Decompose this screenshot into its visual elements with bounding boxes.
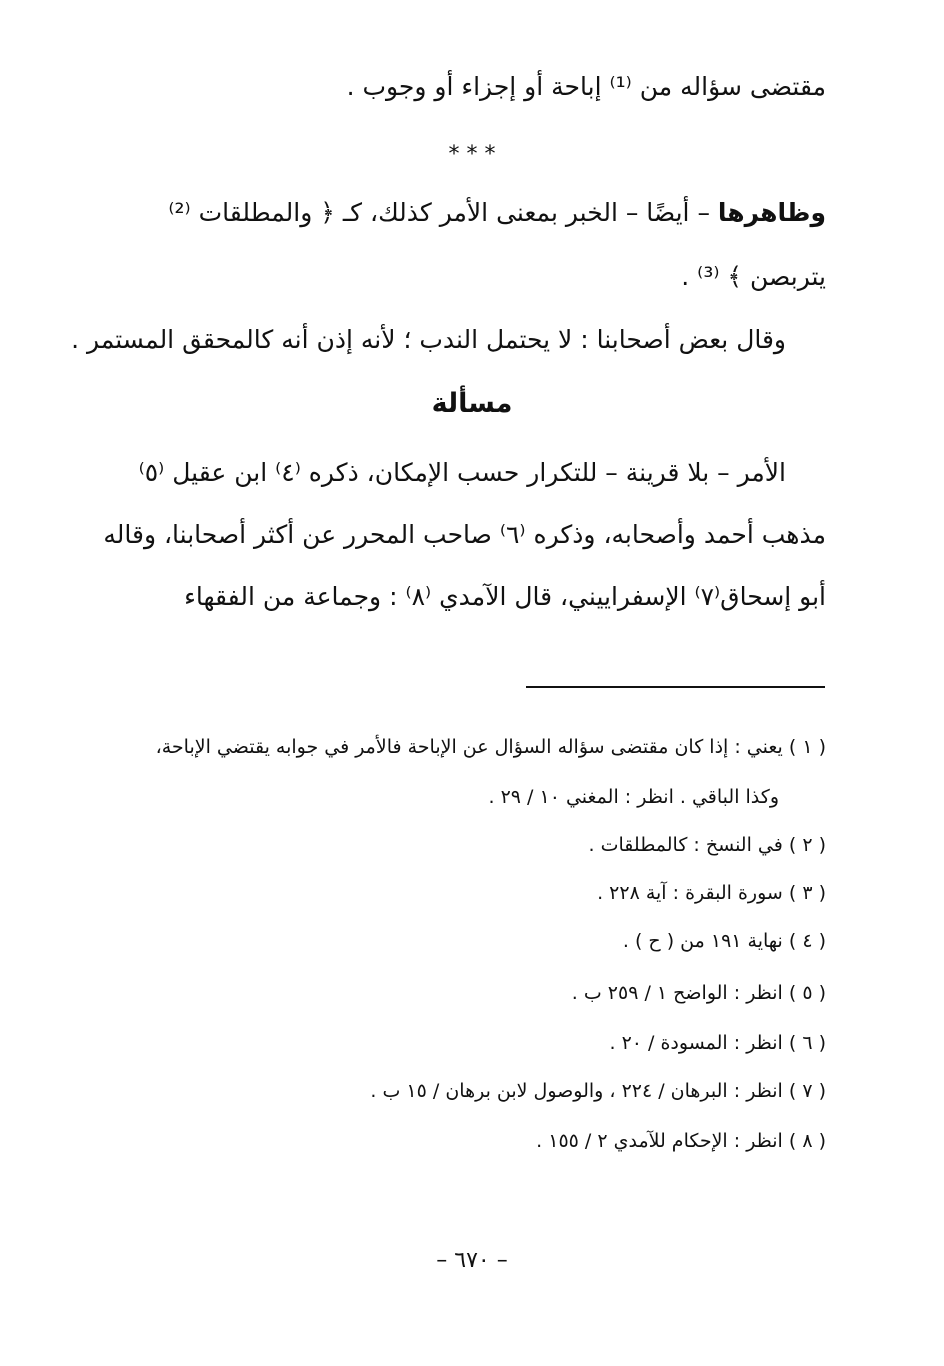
section-separator: * * * (448, 142, 496, 167)
footnote-2: ( ٢ ) في النسخ : كالمطلقات . (588, 834, 826, 856)
footnote-6: ( ٦ ) انظر : المسودة / ٢٠ . (609, 1032, 826, 1054)
bold-lead-word: وظاهرها (717, 198, 826, 227)
footnote-1-line-2: وكذا الباقي . انظر : المغني ١٠ / ٢٩ . (488, 786, 779, 808)
footnote-7: ( ٧ ) انظر : البرهان / ٢٢٤ ، والوصول لابن برهان / ١٥ ب . (370, 1080, 826, 1102)
body-paragraph-3: وقال بعض أصحابنا : لا يحتمل الندب ؛ لأنه إذن أنه كالمحقق المستمر . (71, 325, 786, 354)
footnote-1-line-1: ( ١ ) يعني : إذا كان مقتضى سؤاله السؤال عن الإباحة فالأمر في جوابه يقتضي الإباحة، (155, 736, 826, 758)
body-paragraph-2-line-1 (168, 200, 826, 225)
footnote-4: ( ٤ ) نهاية ١٩١ من ( ح ) . (622, 930, 826, 952)
footnote-separator-rule (526, 686, 825, 688)
body-paragraph-4-line-3: أبو إسحاق⁽٧⁾ الإسفراييني، قال الآمدي ⁽٨⁾ : وجماعة من الفقهاء (184, 582, 826, 611)
paragraph-2-text: – أيضًا – الخبر بمعنى الأمر كذلك، كـ ﴿ والمطلقات ⁽²⁾ (168, 198, 718, 227)
section-heading: مسألة (431, 388, 513, 419)
body-line-1: مقتضى سؤاله من ⁽¹⁾ إباحة أو إجزاء أو وجوب . (346, 72, 826, 101)
page-number: – ٦٧٠ – (436, 1248, 508, 1273)
body-paragraph-2-line-2: يتربصن ﴾ ⁽³⁾ . (681, 262, 826, 291)
body-paragraph-4-line-1: الأمر – بلا قرينة – للتكرار حسب الإمكان، ذكره ⁽٤⁾ ابن عقيل ⁽٥⁾ (138, 458, 786, 487)
footnote-8: ( ٨ ) انظر : الإحكام للآمدي ٢ / ١٥٥ . (536, 1130, 826, 1152)
footnote-5: ( ٥ ) انظر : الواضح ١ / ٢٥٩ ب . (571, 982, 826, 1004)
body-paragraph-4-line-2: مذهب أحمد وأصحابه، وذكره ⁽٦⁾ صاحب المحرر عن أكثر أصحابنا، وقاله (103, 520, 826, 549)
footnote-3: ( ٣ ) سورة البقرة : آية ٢٢٨ . (597, 882, 826, 904)
